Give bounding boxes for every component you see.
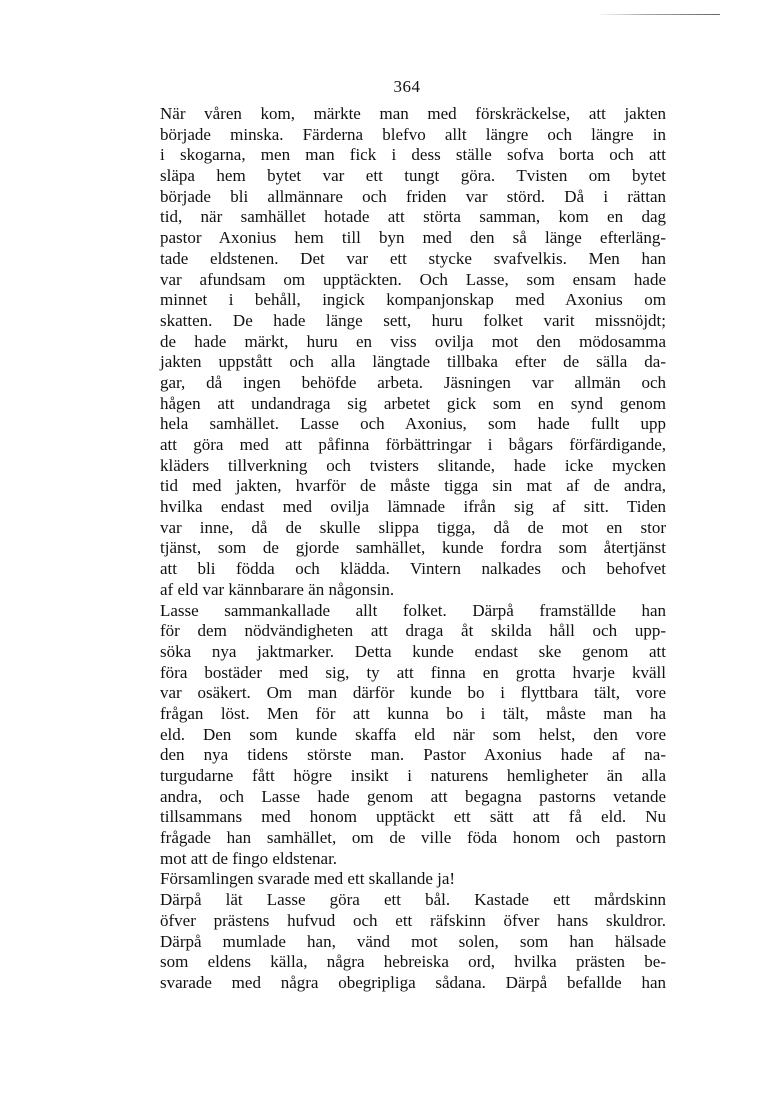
text-line: gar, då ingen behöfde arbeta. Jäsningen var allmän och — [160, 372, 666, 392]
text-line: eld. Den som kunde skaffa eld när som helst, den vore — [160, 724, 666, 744]
text-line: hvilka endast med ovilja lämnade ifrån sig af sitt. Tiden — [160, 497, 666, 517]
text-line: svarade med några obegripliga sådana. Därpå befallde han — [160, 972, 666, 992]
text-line: tid, när samhället hotade att störta samman, kom en dag — [160, 207, 666, 227]
text-line: kläders tillverkning och tvisters slitande, hade icke mycken — [160, 455, 666, 475]
text-line: tjänst, som de gjorde samhället, kunde fordra som återtjänst — [160, 538, 666, 558]
text-line: tade eldstenen. Det var ett stycke svafvelkis. Men han — [160, 248, 666, 268]
text-line: söka nya jaktmarker. Detta kunde endast ske genom att — [160, 641, 666, 661]
text-line: Därpå lät Lasse göra ett bål. Kastade ett mårdskinn — [160, 890, 666, 910]
text-line: mot att de fingo eldstenar. — [160, 848, 338, 868]
text-line: att bli födda och klädda. Vintern nalkades och behofvet — [160, 559, 666, 579]
text-line: i skogarna, men man fick i dess ställe sofva borta och att — [160, 145, 666, 165]
text-line: föra bostäder med sig, ty att finna en grotta hvarje kväll — [160, 662, 666, 682]
text-line: var inne, då de skulle slippa tigga, då de mot en stor — [160, 517, 666, 537]
page-number: 364 — [393, 77, 421, 96]
text-line: turgudarne fått högre insikt i naturens hemligheter än alla — [160, 766, 666, 785]
text-line: började minska. Färderna blefvo allt längre och längre in — [160, 124, 666, 144]
text-line: frågade han samhället, om de ville föda honom och pastorn — [160, 828, 666, 848]
text-line: var afundsam om upptäckten. Och Lasse, som ensam hade — [160, 269, 666, 289]
text-line: öfver prästens hufvud och ett räfskinn öfver hans skuldror. — [160, 910, 666, 930]
text-line: hågen att undandraga sig arbetet gick som en synd genom — [160, 393, 666, 413]
text-line: hela samhället. Lasse och Axonius, som hade fullt upp — [160, 414, 666, 434]
text-line: att göra med att påfinna förbättringar i bågars förfärdigande, — [160, 435, 666, 454]
text-line: de hade märkt, huru en viss ovilja mot den mödosamma — [160, 331, 666, 351]
text-line: Lasse sammankallade allt folket. Därpå framställde han — [160, 600, 666, 620]
text-line: pastor Axonius hem till byn med den så länge efterläng- — [160, 228, 666, 248]
text-line: jakten uppstått och alla längtade tillbaka efter de sälla da- — [160, 352, 666, 372]
text-line: som eldens källa, några hebreiska ord, hvilka prästen be- — [160, 952, 666, 972]
text-line: Församlingen svarade med ett skallande ja! — [160, 869, 456, 889]
text-line: af eld var kännbarare än någonsin. — [160, 579, 395, 599]
text-line: för dem nödvändigheten att draga åt skilda håll och upp- — [160, 621, 666, 641]
text-line: När våren kom, märkte man med förskräckelse, att jakten — [160, 104, 666, 123]
text-line: tid med jakten, hvarför de måste tigga sin mat af de andra, — [160, 476, 666, 496]
text-line: den nya tidens störste man. Pastor Axonius hade af na- — [160, 745, 666, 765]
text-line: tillsammans med honom upptäckt ett sätt att få eld. Nu — [160, 807, 666, 827]
body-text — [160, 104, 666, 994]
text-line: andra, och Lasse hade genom att begagna pastorns vetande — [160, 786, 666, 806]
text-line: var osäkert. Om man därför kunde bo i flyttbara tält, vore — [160, 683, 666, 703]
text-line: Därpå mumlade han, vänd mot solen, som han hälsade — [160, 931, 666, 951]
scan-edge-mark — [596, 14, 720, 15]
text-line: släpa hem bytet var ett tungt göra. Tvisten om bytet — [160, 166, 666, 186]
text-line: skatten. De hade länge sett, huru folket varit missnöjdt; — [160, 310, 666, 330]
text-line: minnet i behåll, ingick kompanjonskap med Axonius om — [160, 290, 666, 310]
text-line: började bli allmännare och friden var störd. Då i rättan — [160, 186, 666, 206]
text-line: frågan löst. Men för att kunna bo i tält, måste man ha — [160, 703, 666, 723]
